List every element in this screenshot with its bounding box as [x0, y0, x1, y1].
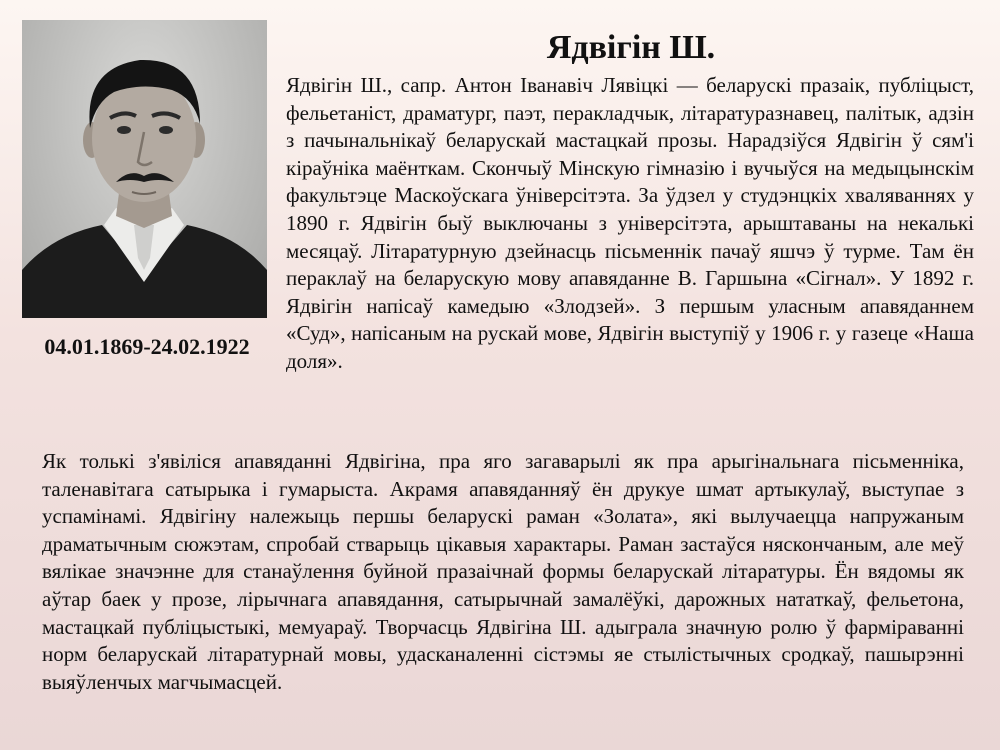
- body-paragraph: Як толькі з'явіліся апавяданні Ядвігіна, пра яго загаварылі як пра арыгінальнага пісьменніка, таленавітага сатырыка і гумарыста. Акрамя апавяданняў ён друкуе шмат артыкулаў, выступае з успамінамі. Ядвігіну належыць першы беларускі раман «Золата», які вылучаецца напружаным драматычным сюжэтам, спробай стварыць цікавыя характары. Раман застаўся няскончаным, але меў вялікае значэнне для станаўлення буйной празаічнай формы беларускай літаратуры. Ён вядомы як аўтар баек у прозе, лірычнага апавядання, сатырычнай замалёўкі, дарожных нататкаў, фельетона, мастацкай публіцыстыкі, мемуараў. Творчасць Ядвігіна Ш. адыграла значную ролю ў фарміраванні норм беларускай літаратурнай мовы, удасканаленні сістэмы яе стылістычных сродкаў, пашырэнні выяўленчых магчымасцей.: [42, 449, 964, 694]
- bio-paragraph: Ядвігін Ш., сапр. Антон Іванавіч Лявіцкі — беларускі празаік, публіцыст, фельетаніст, драматург, паэт, перакладчык, літаратуразнавец, палітык, адзін з пачынальнікаў беларускай мастацкай прозы. Нарадзіўся Ядвігін ў сям'і кіраўніка маёнткам. Скончыў Мінскую гімназію і вучыўся на медыцынскім факультэце Маскоўскага ўніверсітэта. За ўдзел у студэнцкіх хваляваннях у 1890 г. Ядвігін быў выключаны з універсітэта, арыштаваны на некалькі месяцаў. Літаратурную дзейнасць пісьменнік пачаў яшчэ ў турме. Там ён пераклаў на беларускую мову апавяданне В. Гаршына «Сігнал». У 1892 г. Ядвігін напісаў камедыю «Злодзей». З першым уласным апавяданнем «Суд», напісаным на рускай мове, Ядвігін выступіў у 1906 г. у газеце «Наша доля».: [286, 73, 974, 373]
- portrait-illustration: [22, 20, 267, 318]
- life-dates: 04.01.1869-24.02.1922: [44, 334, 250, 359]
- portrait-photo: [22, 20, 267, 318]
- page-title: Ядвігін Ш.: [546, 29, 716, 66]
